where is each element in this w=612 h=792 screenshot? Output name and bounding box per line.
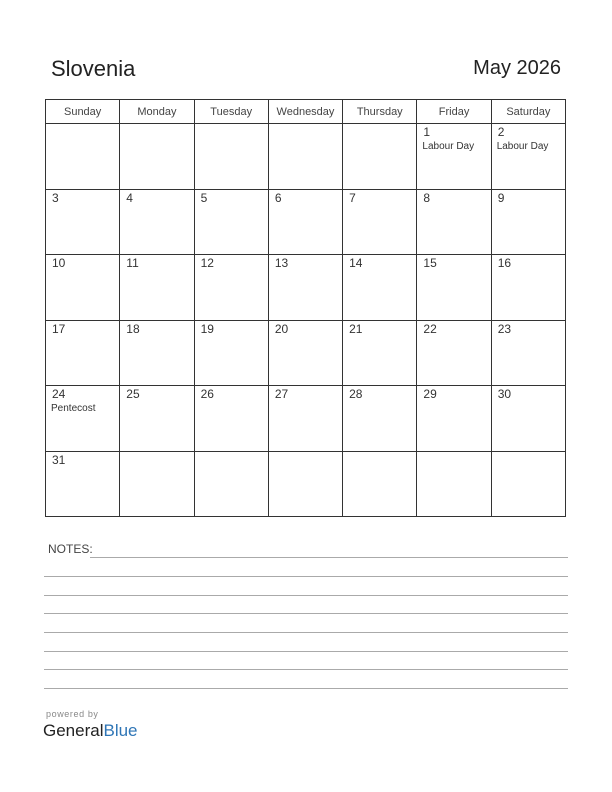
note-line xyxy=(44,613,568,614)
day-number: 12 xyxy=(200,256,214,270)
holiday-label: Pentecost xyxy=(51,403,96,414)
calendar-day-cell xyxy=(46,451,120,517)
calendar-week-row xyxy=(46,124,566,190)
calendar-grid xyxy=(45,99,566,517)
calendar-day-cell xyxy=(343,255,417,321)
calendar-day-cell xyxy=(268,320,342,386)
calendar-day-cell xyxy=(491,124,565,190)
day-number: 31 xyxy=(52,452,66,467)
calendar-day-cell xyxy=(46,320,120,386)
calendar-day-cell xyxy=(194,451,268,517)
calendar-country-title: Slovenia xyxy=(51,56,136,81)
day-number: 20 xyxy=(274,321,289,336)
calendar-week-row xyxy=(46,320,566,386)
weekday-header-row xyxy=(46,100,566,124)
calendar-day-cell xyxy=(417,386,491,452)
day-number: 18 xyxy=(126,321,140,336)
day-number: 6 xyxy=(274,190,282,205)
calendar-day-cell xyxy=(120,320,194,386)
note-line xyxy=(44,595,568,596)
brand-general: General xyxy=(43,721,104,740)
note-line xyxy=(44,651,568,652)
calendar-day-cell xyxy=(268,451,342,517)
day-number: 30 xyxy=(497,387,512,401)
day-number: 4 xyxy=(126,190,133,205)
day-number: 21 xyxy=(349,321,363,336)
calendar-week-row xyxy=(46,255,566,321)
notes-label: NOTES: xyxy=(48,542,93,556)
calendar-day-cell xyxy=(491,451,565,517)
calendar-day-cell xyxy=(194,255,268,321)
calendar-day-cell xyxy=(268,189,342,255)
calendar-day-cell xyxy=(417,124,491,190)
calendar-day-cell xyxy=(417,189,491,255)
day-number: 28 xyxy=(349,387,363,401)
calendar-day-cell xyxy=(491,320,565,386)
calendar-day-cell xyxy=(491,386,565,452)
calendar-day-cell xyxy=(268,124,342,190)
day-number: 13 xyxy=(274,256,289,270)
calendar-day-cell xyxy=(194,320,268,386)
day-number: 15 xyxy=(423,256,437,270)
brand-logo xyxy=(43,721,138,741)
day-number: 22 xyxy=(423,321,437,336)
calendar-week-row xyxy=(46,386,566,452)
day-number: 7 xyxy=(349,190,356,205)
day-number: 14 xyxy=(349,256,363,270)
day-number: 9 xyxy=(497,190,505,205)
calendar-day-cell xyxy=(343,451,417,517)
calendar-day-cell xyxy=(491,255,565,321)
calendar-day-cell xyxy=(46,255,120,321)
day-number: 1 xyxy=(423,125,431,139)
calendar-day-cell xyxy=(343,124,417,190)
day-number: 5 xyxy=(200,190,208,205)
day-number: 27 xyxy=(274,387,289,401)
calendar-day-cell xyxy=(120,255,194,321)
weekday-header: Thursday xyxy=(343,100,417,124)
day-number: 11 xyxy=(126,256,139,270)
day-number: 10 xyxy=(52,256,66,270)
calendar-day-cell xyxy=(417,255,491,321)
calendar-day-cell xyxy=(46,189,120,255)
day-number: 3 xyxy=(52,190,59,205)
calendar-month-title: May 2026 xyxy=(473,57,561,79)
day-number: 8 xyxy=(423,190,431,205)
calendar-day-cell xyxy=(417,451,491,517)
powered-by-text: powered by xyxy=(46,709,99,719)
calendar-week-row xyxy=(46,189,566,255)
day-number: 24 xyxy=(52,387,66,401)
weekday-header: Monday xyxy=(120,100,194,124)
day-number: 29 xyxy=(423,387,437,401)
note-line xyxy=(44,669,568,670)
day-number: 19 xyxy=(200,321,214,336)
calendar-day-cell xyxy=(343,189,417,255)
note-line xyxy=(44,688,568,689)
calendar-day-cell xyxy=(194,124,268,190)
day-number: 17 xyxy=(52,321,66,336)
calendar-day-cell xyxy=(46,124,120,190)
holiday-label: Labour Day xyxy=(496,141,549,152)
calendar-day-cell xyxy=(46,386,120,452)
day-number: 26 xyxy=(200,387,214,401)
weekday-header: Friday xyxy=(417,100,491,124)
calendar-day-cell xyxy=(343,320,417,386)
calendar-day-cell xyxy=(268,255,342,321)
day-number: 25 xyxy=(126,387,140,401)
calendar-day-cell xyxy=(120,451,194,517)
calendar-day-cell xyxy=(268,386,342,452)
calendar-day-cell xyxy=(194,189,268,255)
weekday-header: Tuesday xyxy=(194,100,268,124)
weekday-header: Saturday xyxy=(491,100,565,124)
weekday-header: Sunday xyxy=(46,100,120,124)
note-line xyxy=(44,576,568,577)
note-line xyxy=(44,632,568,633)
weekday-header: Wednesday xyxy=(268,100,342,124)
day-number: 2 xyxy=(497,125,505,139)
calendar-day-cell xyxy=(194,386,268,452)
brand-blue: Blue xyxy=(103,721,138,740)
calendar-week-row xyxy=(46,451,566,517)
calendar-day-cell xyxy=(120,124,194,190)
day-number: 16 xyxy=(497,256,512,270)
calendar-day-cell xyxy=(120,189,194,255)
calendar-day-cell xyxy=(417,320,491,386)
calendar-day-cell xyxy=(491,189,565,255)
day-number: 23 xyxy=(497,321,512,336)
calendar-day-cell xyxy=(120,386,194,452)
note-line xyxy=(90,557,568,558)
calendar-day-cell xyxy=(343,386,417,452)
holiday-label: Labour Day xyxy=(422,141,475,152)
